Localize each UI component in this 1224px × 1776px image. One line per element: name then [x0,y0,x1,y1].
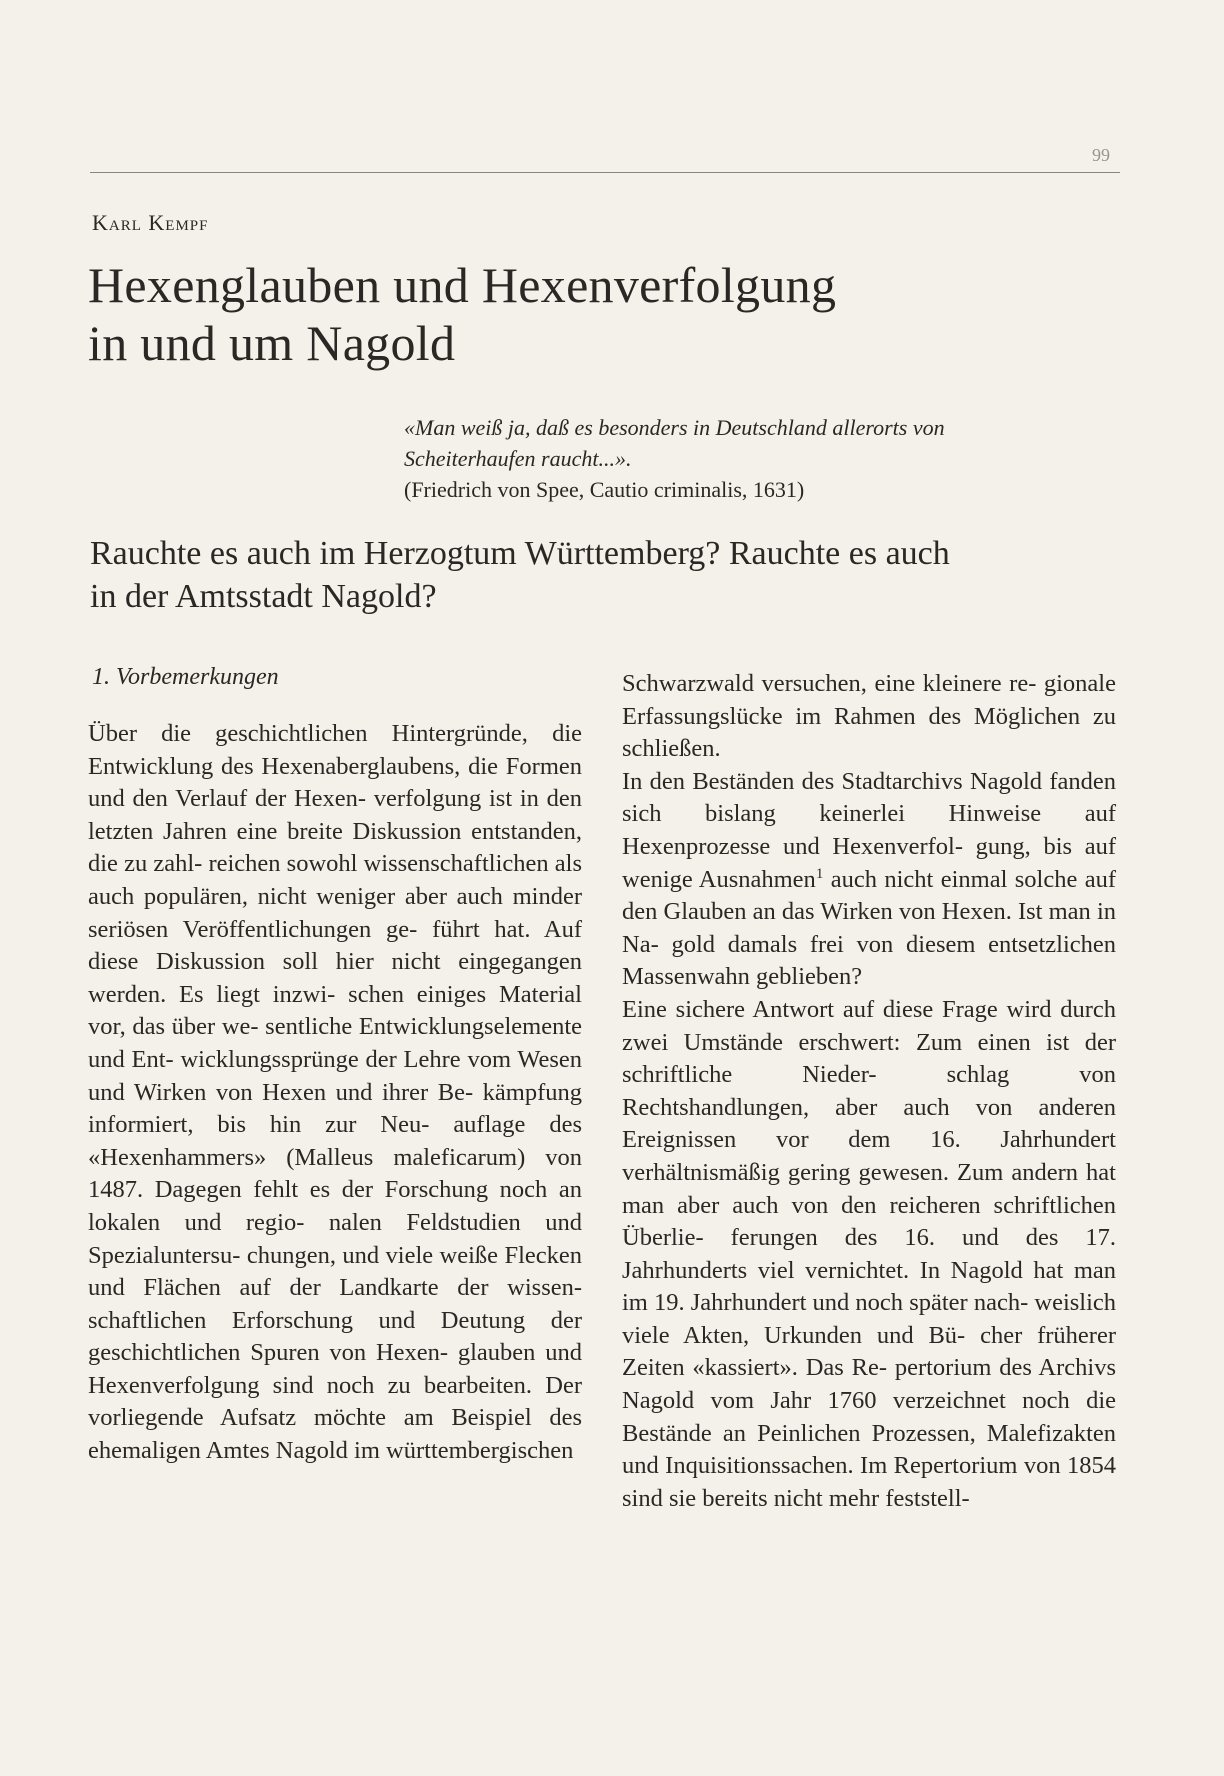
text-line: führt hat. Auf diese Diskussion soll hier [88,915,582,976]
subtitle-line-2: in der Amtsstadt Nagold? [90,578,437,615]
text-line: 16. Jahrhundert verhältnismäßig gering [622,1126,1116,1186]
text-line: Flächen auf der Landkarte der wissen- [143,1274,583,1302]
text-line: maleficarum) von 1487. Dagegen fehlt es [88,1143,582,1204]
epigraph-quote-line-1: «Man weiß ja, daß es besonders in Deutschland allerorts von [404,415,945,440]
text-line: Eine sichere Antwort auf diese Frage [622,995,998,1023]
text-line: Massenwahn geblieben? [622,963,863,991]
footnote-marker[interactable]: 1 [815,865,824,882]
epigraph [404,412,1124,505]
epigraph-source: (Friedrich von Spee, Cautio criminalis, 1631) [404,477,805,502]
text-line: 1854 sind sie bereits nicht mehr feststell- [622,1452,1117,1512]
text-line: wicklungssprünge der Lehre vom Wesen [180,1045,583,1073]
page-number: 99 [1092,145,1110,165]
text-line: die Formen und den Verlauf der Hexen- [88,752,583,813]
paragraph [622,766,1116,994]
epigraph-quote-line-2: Scheiterhaufen raucht...». [404,446,632,471]
text-line: sentliche Entwicklungselemente und Ent- [88,1013,582,1073]
text-line: chungen, und viele weiße Flecken und [88,1241,583,1302]
text-line: gold damals frei von diesem entsetzlichen [671,930,1117,958]
text-line: Schwarzwald versuchen, eine kleinere re- [622,670,1037,697]
text-line: cher früherer Zeiten «kassiert». Das Re- [622,1321,1117,1382]
text-line: auflage des «Hexenhammers» (Malleus [88,1111,582,1171]
text-line: möchte am Beispiel des ehemaligen [88,1404,582,1465]
text-line: auch populären, nicht weniger aber auch [88,882,503,910]
text-line: Zum einen ist der schriftliche Nieder- [622,1028,1117,1089]
text-line: 19. Jahrhundert und noch später nach- [654,1289,1029,1317]
text-line: ferungen des 16. und des 17. Jahrhunderts [622,1224,1116,1284]
text-line: der Forschung noch an lokalen und regio- [88,1176,582,1236]
author-name: Karl Kempf [92,210,209,235]
article-subtitle [90,532,1130,618]
header-rule [90,172,1120,173]
title-line-2: in und um Nagold [88,315,456,371]
paragraph [622,668,1116,766]
text-line: gionale Erfassungslücke im Rahmen des [622,670,1116,730]
text-line: schaftlichen Erforschung und Deutung [88,1306,526,1334]
text-line: minder seriösen Veröffentlichungen ge- [88,882,583,943]
section-heading: 1. Vorbemerkungen [92,664,279,690]
text-line: schen einiges Material vor, das über we- [88,980,582,1041]
text-line: von anderen Ereignissen vor dem [622,1093,1116,1154]
paragraph [88,718,582,1468]
text-line: reichen sowohl wissenschaftlichen als [208,850,582,878]
subtitle-line-1: Rauchte es auch im Herzogtum Württemberg? Rauchte es auch [90,535,950,572]
text-line: pertorium des Archivs Nagold vom Jahr [622,1354,1116,1415]
text-line: wird durch zwei Umstände erschwert: [622,995,1116,1056]
text-line: viel vernichtet. In Nagold hat man im [622,1256,1116,1317]
text-line: gewesen. Zum andern hat man aber auch [622,1158,1116,1219]
text-line: nicht eingegangen werden. Es liegt inzwi- [88,948,582,1008]
article-title [88,256,1138,372]
text-line: weislich viele Akten, Urkunden und Bü- [622,1289,1117,1349]
right-column [622,668,1116,1515]
text-line: schlag von Rechtshandlungen, aber auch [622,1061,1117,1121]
text-line: gung, bis auf wenige Ausnahmen [622,832,1116,893]
paragraph [622,994,1116,1516]
text-line: Inquisitionssachen. Im Repertorium von [665,1452,1061,1480]
text-line: zu bearbeiten. Der vorliegende Aufsatz [88,1371,582,1432]
text-line: kämpfung informiert, bis hin zur Neu- [88,1078,583,1139]
text-line: nicht einmal solche auf den Glauben an [622,865,1117,926]
text-line: nalen Feldstudien und Spezialuntersu- [88,1208,582,1269]
text-line: von den reicheren schriftlichen Überlie- [622,1191,1117,1252]
text-line: das Wirken von Hexen. Ist man in Na- [622,898,1116,958]
text-line: Amtes Nagold im württembergischen [205,1437,574,1465]
text-line: fanden sich bislang keinerlei Hinweise [622,767,1116,828]
text-line: In den Beständen des Stadtarchivs Nagold [622,767,1043,795]
text-line: verfolgung ist in den letzten Jahren eine [88,785,582,845]
text-line: Möglichen zu schließen. [622,702,1116,763]
left-column [88,718,582,1468]
text-line: Über die geschichtlichen Hintergründe, [88,720,528,747]
text-line: 1760 verzeichnet noch die Bestände an [622,1387,1117,1447]
text-line: breite Diskussion entstanden, die zu zahl- [88,817,583,878]
text-line: auch [823,865,877,893]
text-line: der geschichtlichen Spuren von Hexen- [88,1306,582,1367]
title-line-1: Hexenglauben und Hexenverfolgung [88,257,837,313]
text-line: Peinlichen Prozessen, Malefizakten und [622,1419,1116,1480]
text-line: glauben und Hexenverfolgung sind noch [88,1339,582,1399]
text-line: und Wirken von Hexen und ihrer Be- [88,1078,474,1106]
text-line: auf Hexenprozesse und Hexenverfol- [622,800,1116,860]
text-line: die Entwicklung des Hexenaberglaubens, [88,720,582,780]
